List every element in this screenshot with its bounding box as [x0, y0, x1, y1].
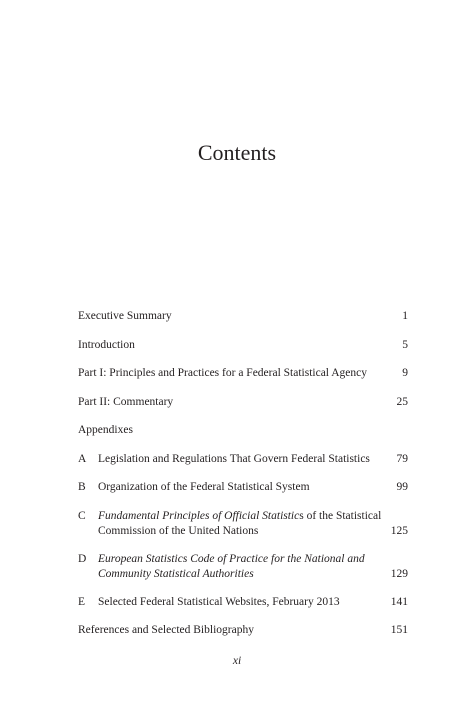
- page-title: Contents: [197, 140, 277, 165]
- toc-entry-page: 99: [396, 481, 408, 493]
- toc-entry-title: Selected Federal Statistical Websites, February 2013: [98, 596, 340, 608]
- toc-entry-title-line-2: Commission of the United Nations: [98, 525, 259, 537]
- toc-entry-title: Introduction: [78, 339, 135, 351]
- toc-entry-title-line-1: European Statistics Code of Practice for the National and: [98, 553, 365, 565]
- toc-entry-title: Part II: Commentary: [78, 396, 174, 408]
- toc-entry-title: Organization of the Federal Statistical System: [98, 481, 310, 493]
- toc-entry-page: 5: [402, 339, 408, 351]
- appendix-letter: D: [78, 553, 87, 565]
- toc-entry-title-line-1: [98, 509, 381, 524]
- toc-entry-title: Executive Summary: [78, 310, 172, 322]
- toc-entry-title: Part I: Principles and Practices for a Federal Statistical Agency: [78, 367, 368, 379]
- toc-entry-page: 151: [390, 624, 408, 636]
- appendix-letter: E: [78, 596, 86, 608]
- toc-entry-page: 1: [402, 310, 408, 322]
- appendixes-heading-label: Appendixes: [78, 424, 133, 436]
- toc-entry-title-roman: s of the Statistical: [299, 510, 382, 522]
- page-number: xi: [232, 655, 242, 667]
- toc-entry-page: 79: [396, 453, 408, 465]
- appendix-letter: A: [78, 453, 87, 465]
- toc-entry-page: 9: [402, 367, 408, 379]
- toc-entry-page: 141: [390, 596, 408, 608]
- toc-entry-page: 129: [390, 568, 408, 580]
- toc-entry-page: 125: [390, 525, 408, 537]
- toc-entry-title-line-2: Community Statistical Authorities: [98, 568, 254, 580]
- appendix-letter: B: [78, 481, 86, 493]
- toc-entry-title: Legislation and Regulations That Govern Federal Statistics: [98, 453, 370, 465]
- toc-entry-page: 25: [396, 396, 408, 408]
- toc-entry-title: References and Selected Bibliography: [78, 624, 254, 636]
- toc-entry-title-italic: Fundamental Principles of Official Statistic: [98, 510, 300, 522]
- appendix-letter: C: [78, 510, 86, 522]
